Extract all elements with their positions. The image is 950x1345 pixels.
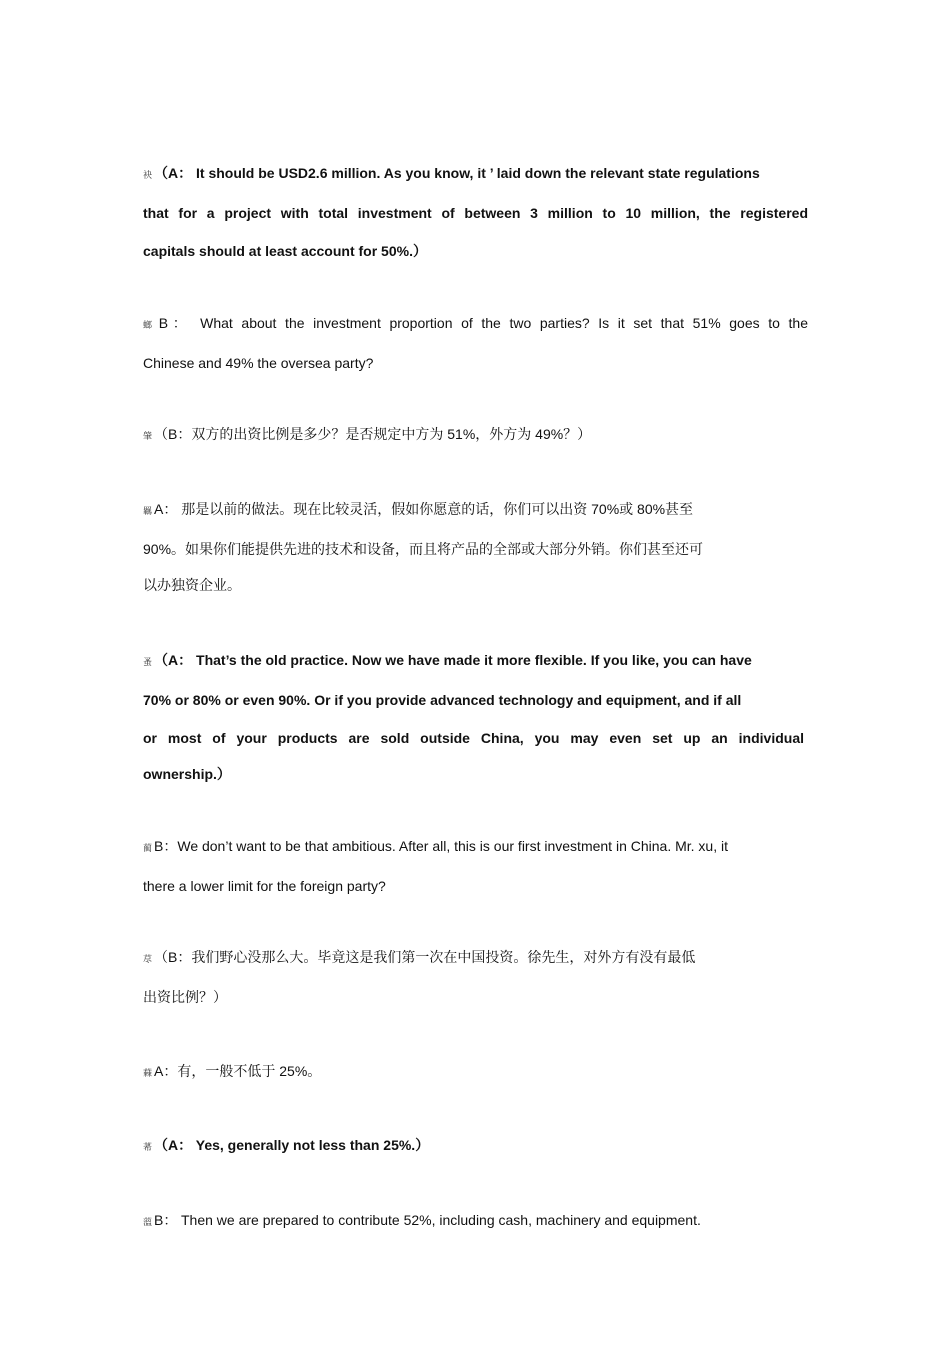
paragraph-line: （B：双方的出资比例是多少？是否规定中方为 51%，外方为 49%？） (154, 426, 592, 442)
paragraph-line: B： What about the investment proportion of the two parties? Is it set that 51% goes to the (158, 315, 808, 331)
paragraph-marker: 蔺 (143, 843, 153, 853)
paragraph-line: 70% or 80% or even 90%. Or if you provide advanced technology and equipment, and if all (143, 692, 742, 708)
paragraph-marker: 肇 (143, 431, 153, 441)
dialogue-paragraph-a-english (143, 154, 808, 270)
paragraph-marker: 螂 (143, 320, 157, 330)
paragraph-line: or most of your products are sold outside China, you may even set up an individual (143, 730, 804, 746)
paragraph-line: that for a project with total investment of between 3 million to 10 million, the registered (143, 205, 808, 221)
paragraph-line: 以办独资企业。 (143, 577, 241, 593)
paragraph-line: B： Then we are prepared to contribute 52%, including cash, machinery and equipment. (154, 1212, 701, 1228)
paragraph-line: ownership.） (143, 766, 231, 782)
dialogue-paragraph-b-chinese (143, 415, 808, 455)
paragraph-line: A：有，一般不低于 25%。 (154, 1063, 322, 1079)
paragraph-marker: 蕀 (143, 1068, 153, 1078)
paragraph-marker: 莃 (143, 1142, 153, 1152)
paragraph-marker: 薀 (143, 1217, 153, 1227)
dialogue-paragraph-a-english (143, 641, 808, 791)
paragraph-marker: 蚤 (143, 657, 153, 667)
paragraph-line: A： 那是以前的做法。现在比较灵活，假如你愿意的话，你们可以出资 70%或 80%甚至 (154, 501, 694, 517)
paragraph-line: B：We don’t want to be that ambitious. After all, this is our first investment in China. Mr. xu, it (154, 838, 729, 854)
paragraph-line: Chinese and 49% the oversea party? (143, 355, 374, 371)
dialogue-paragraph-b-english (143, 1201, 808, 1241)
paragraph-line: 出资比例？） (143, 989, 227, 1005)
dialogue-paragraph-a-english (143, 1126, 808, 1166)
paragraph-marker: 羈 (143, 506, 153, 516)
dialogue-paragraph-a-chinese (143, 1052, 808, 1092)
paragraph-line: （A： That’s the old practice. Now we have made it more flexible. If you like, you can have (154, 652, 752, 668)
dialogue-paragraph-b-chinese (143, 938, 808, 1016)
paragraph-marker: 荩 (143, 954, 153, 964)
paragraph-line: （A： Yes, generally not less than 25%.） (154, 1137, 430, 1153)
paragraph-line: there a lower limit for the foreign party? (143, 878, 386, 894)
paragraph-line: capitals should at least account for 50%.） (143, 243, 427, 259)
dialogue-paragraph-a-chinese (143, 490, 808, 602)
dialogue-paragraph-b-english (143, 827, 808, 905)
paragraph-line: （B：我们野心没那么大。毕竟这是我们第一次在中国投资。徐先生，对外方有没有最低 (154, 949, 696, 965)
dialogue-paragraph-b-english (143, 304, 808, 382)
paragraph-line: （A： It should be USD2.6 million. As you know, it ’ laid down the relevant state regulations (154, 165, 760, 181)
paragraph-line: 90%。如果你们能提供先进的技术和设备，而且将产品的全部或大部分外销。你们甚至还可 (143, 541, 704, 557)
paragraph-marker: 袂 (143, 170, 153, 180)
